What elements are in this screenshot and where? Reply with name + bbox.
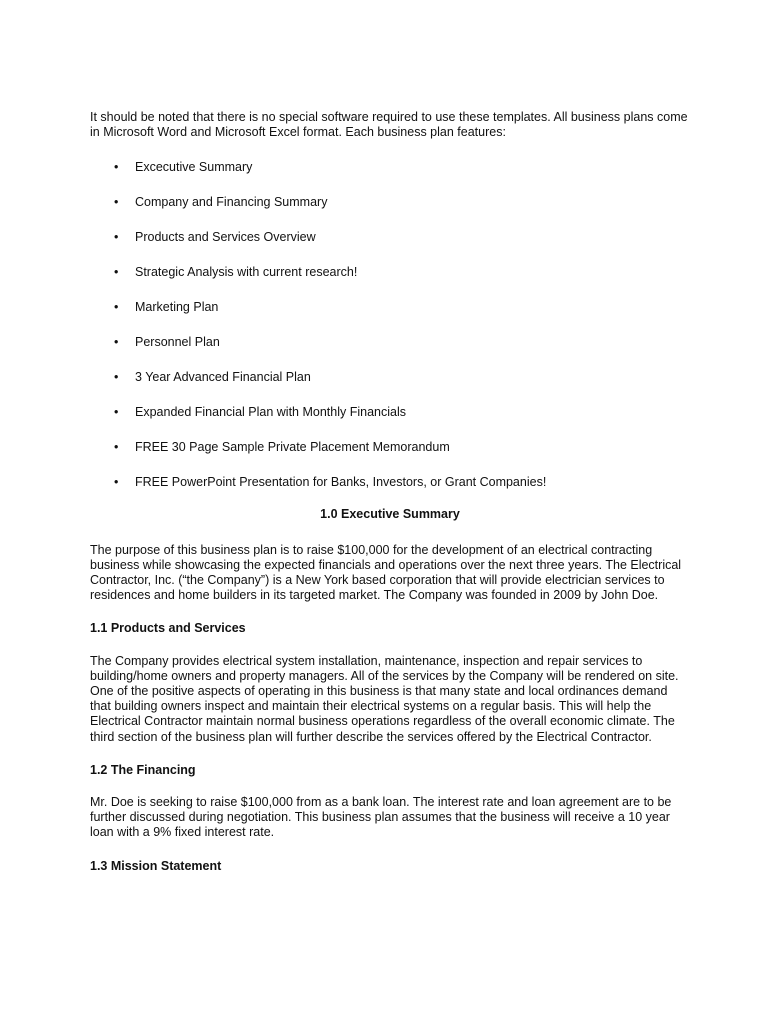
list-item: [90, 265, 690, 280]
list-item: [90, 405, 690, 420]
mission-statement-heading: 1.3 Mission Statement: [90, 858, 222, 873]
intro-paragraph: It should be noted that there is no special software required to use these templates. All business plans come in Microsoft Word and Microsoft Excel format. Each business plan features:: [90, 110, 688, 140]
list-item-label: Expanded Financial Plan with Monthly Financials: [135, 405, 406, 420]
bullet-icon: •: [114, 265, 119, 280]
features-list: [90, 160, 690, 490]
bullet-icon: •: [114, 475, 119, 490]
products-services-paragraph: The Company provides electrical system installation, maintenance, inspection and repair services to building/home owners and property managers. All of the services by the Company will be rendered on site. One of the positive aspects of operating in this business is that many state and local ordinances demand that building owners inspect and maintain their electrical systems on a regular basis. This will help the Electrical Contractor maintain normal business operations regardless of the overall economic climate. The third section of the business plan will further describe the services offered by the Electrical Contractor.: [90, 653, 679, 744]
list-item-label: Company and Financing Summary: [135, 195, 328, 210]
list-item-label: FREE PowerPoint Presentation for Banks, Investors, or Grant Companies!: [135, 475, 547, 490]
list-item: [90, 370, 690, 385]
list-item-label: Marketing Plan: [135, 300, 219, 315]
list-item: [90, 160, 690, 175]
bullet-icon: •: [114, 405, 119, 420]
bullet-icon: •: [114, 370, 119, 385]
list-item: [90, 300, 690, 315]
list-item: [90, 440, 690, 455]
bullet-icon: •: [114, 195, 119, 210]
bullet-icon: •: [114, 300, 119, 315]
executive-summary-paragraph: The purpose of this business plan is to raise $100,000 for the development of an electrical contracting business while showcasing the expected financials and operations over the next three years. The Electrical Contractor, Inc. (“the Company”) is a New York based corporation that will provide electrician services to residences and home builders in its targeted market. The Company was founded in 2009 by John Doe.: [90, 542, 682, 603]
executive-summary-heading: 1.0 Executive Summary: [320, 507, 460, 522]
bullet-icon: •: [114, 440, 119, 455]
list-item: [90, 195, 690, 210]
bullet-icon: •: [114, 230, 119, 245]
document-page: [90, 110, 690, 891]
financing-paragraph: Mr. Doe is seeking to raise $100,000 from as a bank loan. The interest rate and loan agreement are to be further discussed during negotiation. This business plan assumes that the business will receive a 10 year loan with a 9% fixed interest rate.: [90, 795, 672, 840]
list-item: [90, 335, 690, 350]
list-item-label: 3 Year Advanced Financial Plan: [135, 370, 311, 385]
financing-heading: 1.2 The Financing: [90, 762, 196, 777]
bullet-icon: •: [114, 160, 119, 175]
list-item: [90, 230, 690, 245]
products-services-heading: 1.1 Products and Services: [90, 621, 246, 636]
list-item: [90, 475, 690, 490]
list-item-label: FREE 30 Page Sample Private Placement Memorandum: [135, 440, 450, 455]
list-item-label: Excecutive Summary: [135, 160, 253, 175]
list-item-label: Personnel Plan: [135, 335, 220, 350]
list-item-label: Strategic Analysis with current research!: [135, 265, 358, 280]
bullet-icon: •: [114, 335, 119, 350]
list-item-label: Products and Services Overview: [135, 230, 316, 245]
